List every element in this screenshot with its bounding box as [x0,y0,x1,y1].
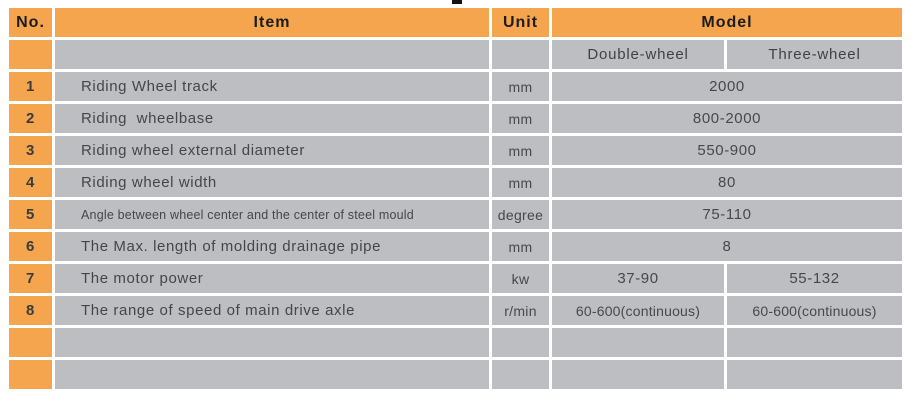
unit-value: mm [492,72,549,101]
unit-value [492,360,549,389]
three-wheel-value [727,328,902,357]
row-number: 4 [9,168,52,197]
item-label: The Max. length of molding drainage pipe [55,232,489,261]
subheader-row [9,40,902,69]
item-label: The motor power [55,264,489,293]
table-row [9,104,902,133]
table-row [9,296,902,325]
double-wheel-value: 60-600(continuous) [552,296,724,325]
table-row [9,72,902,101]
item-label: Riding wheelbase [55,104,489,133]
double-wheel-value [552,328,724,357]
item-label [55,360,489,389]
three-wheel-value: 60-600(continuous) [727,296,902,325]
row-number [9,360,52,389]
unit-value: r/min [492,296,549,325]
row-number: 8 [9,296,52,325]
table-row [9,360,902,389]
table-row [9,232,902,261]
row-number: 2 [9,104,52,133]
unit-value: mm [492,232,549,261]
model-value: 550-900 [552,136,902,165]
three-wheel-value: 55-132 [727,264,902,293]
header-row [9,8,902,37]
table-row [9,136,902,165]
item-label: Riding wheel width [55,168,489,197]
three-wheel-value [727,360,902,389]
col-header-unit: Unit [492,8,549,37]
cropped-text-remnant [452,0,462,4]
model-value: 8 [552,232,902,261]
col-header-item: Item [55,8,489,37]
empty-cell [492,40,549,69]
row-number: 6 [9,232,52,261]
double-wheel-value: 37-90 [552,264,724,293]
item-label: Riding Wheel track [55,72,489,101]
subheader-double-wheel: Double-wheel [552,40,724,69]
col-header-model: Model [552,8,902,37]
unit-value: mm [492,136,549,165]
model-value: 80 [552,168,902,197]
col-header-no: No. [9,8,52,37]
double-wheel-value [552,360,724,389]
table-row [9,328,902,357]
table-row [9,168,902,197]
item-label [55,328,489,357]
item-label: Angle between wheel center and the center of steel mould [55,200,489,229]
row-number: 7 [9,264,52,293]
unit-value: mm [492,168,549,197]
item-label: Riding wheel external diameter [55,136,489,165]
model-value: 75-110 [552,200,902,229]
table-row [9,200,902,229]
unit-value: degree [492,200,549,229]
unit-value: kw [492,264,549,293]
row-number: 5 [9,200,52,229]
row-number: 1 [9,72,52,101]
unit-value: mm [492,104,549,133]
table-row [9,264,902,293]
unit-value [492,328,549,357]
spec-table [6,5,905,392]
subheader-three-wheel: Three-wheel [727,40,902,69]
model-value: 2000 [552,72,902,101]
model-value: 800-2000 [552,104,902,133]
row-number: 3 [9,136,52,165]
item-label: The range of speed of main drive axle [55,296,489,325]
row-number [9,328,52,357]
empty-cell [9,40,52,69]
empty-cell [55,40,489,69]
